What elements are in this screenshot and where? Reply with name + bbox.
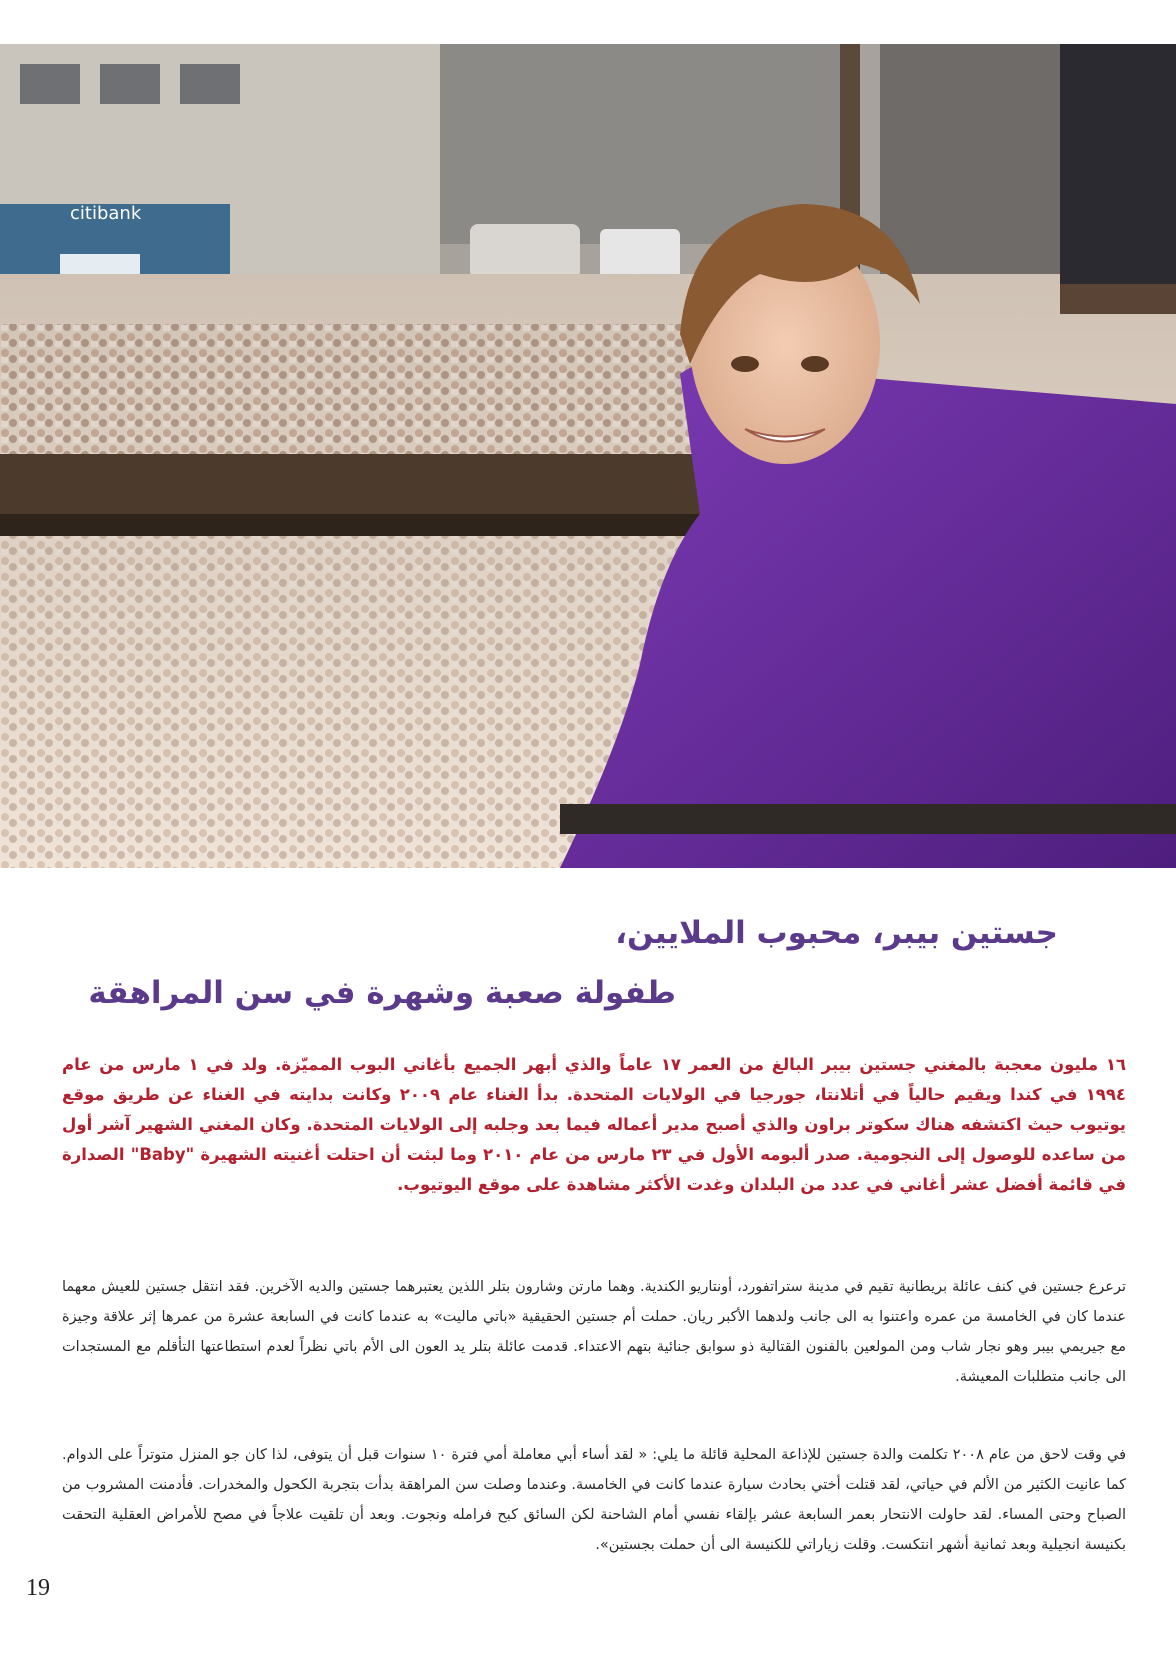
hero-photo [0,44,1176,868]
citibank-sign: citibank [70,203,142,224]
article-lead: ١٦ مليون معجبة بالمغني جستين بيبر البالغ من العمر ١٧ عاماً والذي أبهر الجميع بأغاني البوب المميّزة. ولد في ١ مارس من عام ١٩٩٤ في كندا ويقيم حالياً في أتلانتا، جورجيا في الولايات المتحدة. بدأ الغناء عام ٢٠٠٩ وكانت بدايته في الغناء عن طريق موقع يوتيوب حيث اكتشفه هناك سكوتر براون والذي أصبح مدير أعماله فيما بعد وجلبه إلى الولايات المتحدة. وكان المغني الشهير آشر أول من ساعده للوصول إلى النجومية. صدر ألبومه الأول في ٢٣ مارس من عام ٢٠١٠ وما لبثت أن احتلت أغنيته الشهيرة "Baby" الصدارة في قائمة أفضل عشر أغاني في عدد من البلدان وغدت الأكثر مشاهدة على موقع اليوتيوب. [62,1055,1127,1194]
article-title-line2: طفولة صعبة وشهرة في سن المراهقة [88,975,676,1011]
article-paragraph-1: ترعرع جستين في كنف عائلة بريطانية تقيم في مدينة ستراتفورد، أونتاريو الكندية. وهما مارتن وشارون بتلر اللذين يعتبرهما جستين والديه الآخرين. فقد انتقل جستين للعيش معهما عندما كان في الخامسة من عمره واعتنوا به الى جانب ولدهما الأكبر ريان. حملت أم جستين الحقيقية «باتي ماليت» به عندما كانت في السابعة عشرة من عمرها إثر علاقة وجيزة مع جيريمي بيبر وهو نجار شاب ومن المولعين بالفنون القتالية ذو سوابق جنائية بتهم الاعتداء. قدمت عائلة بتلر يد العون الى الأم باتي نظراً لعدم استطاعتها التأقلم مع المستجدات الى جانب متطلبات المعيشة. [62,1279,1126,1385]
article-paragraph-2: في وقت لاحق من عام ٢٠٠٨ تكلمت والدة جستين للإذاعة المحلية قائلة ما يلي: « لقد أساء أبي معاملة أمي فترة ١٠ سنوات قبل أن يتوفى، لذا كان جو المنزل متوتراً على الدوام. كما عانيت الكثير من الألم في حياتي، لقد قتلت أختي بحادث سيارة عندما كانت في الخامسة. وعندما وصلت سن المراهقة بدأت بتجربة الكحول والمخدرات. فأدمنت المشروب من الصباح وحتى المساء. لقد حاولت الانتحار بعمر السابعة عشر بإلقاء نفسي أمام الشاحنة لكن السائق كبح فرامله ونجوت. وبعد أن تلقيت علاجاً في مصح للأمراض العقلية التحقت بكنيسة انجيلية وبعد ثمانية أشهر انتكست. وقلت زياراتي للكنيسة الى أن حملت بجستين». [62,1447,1127,1553]
article-title-line1: جستين بيبر، محبوب الملايين، [615,915,1058,951]
page-number: 19 [26,1575,50,1601]
